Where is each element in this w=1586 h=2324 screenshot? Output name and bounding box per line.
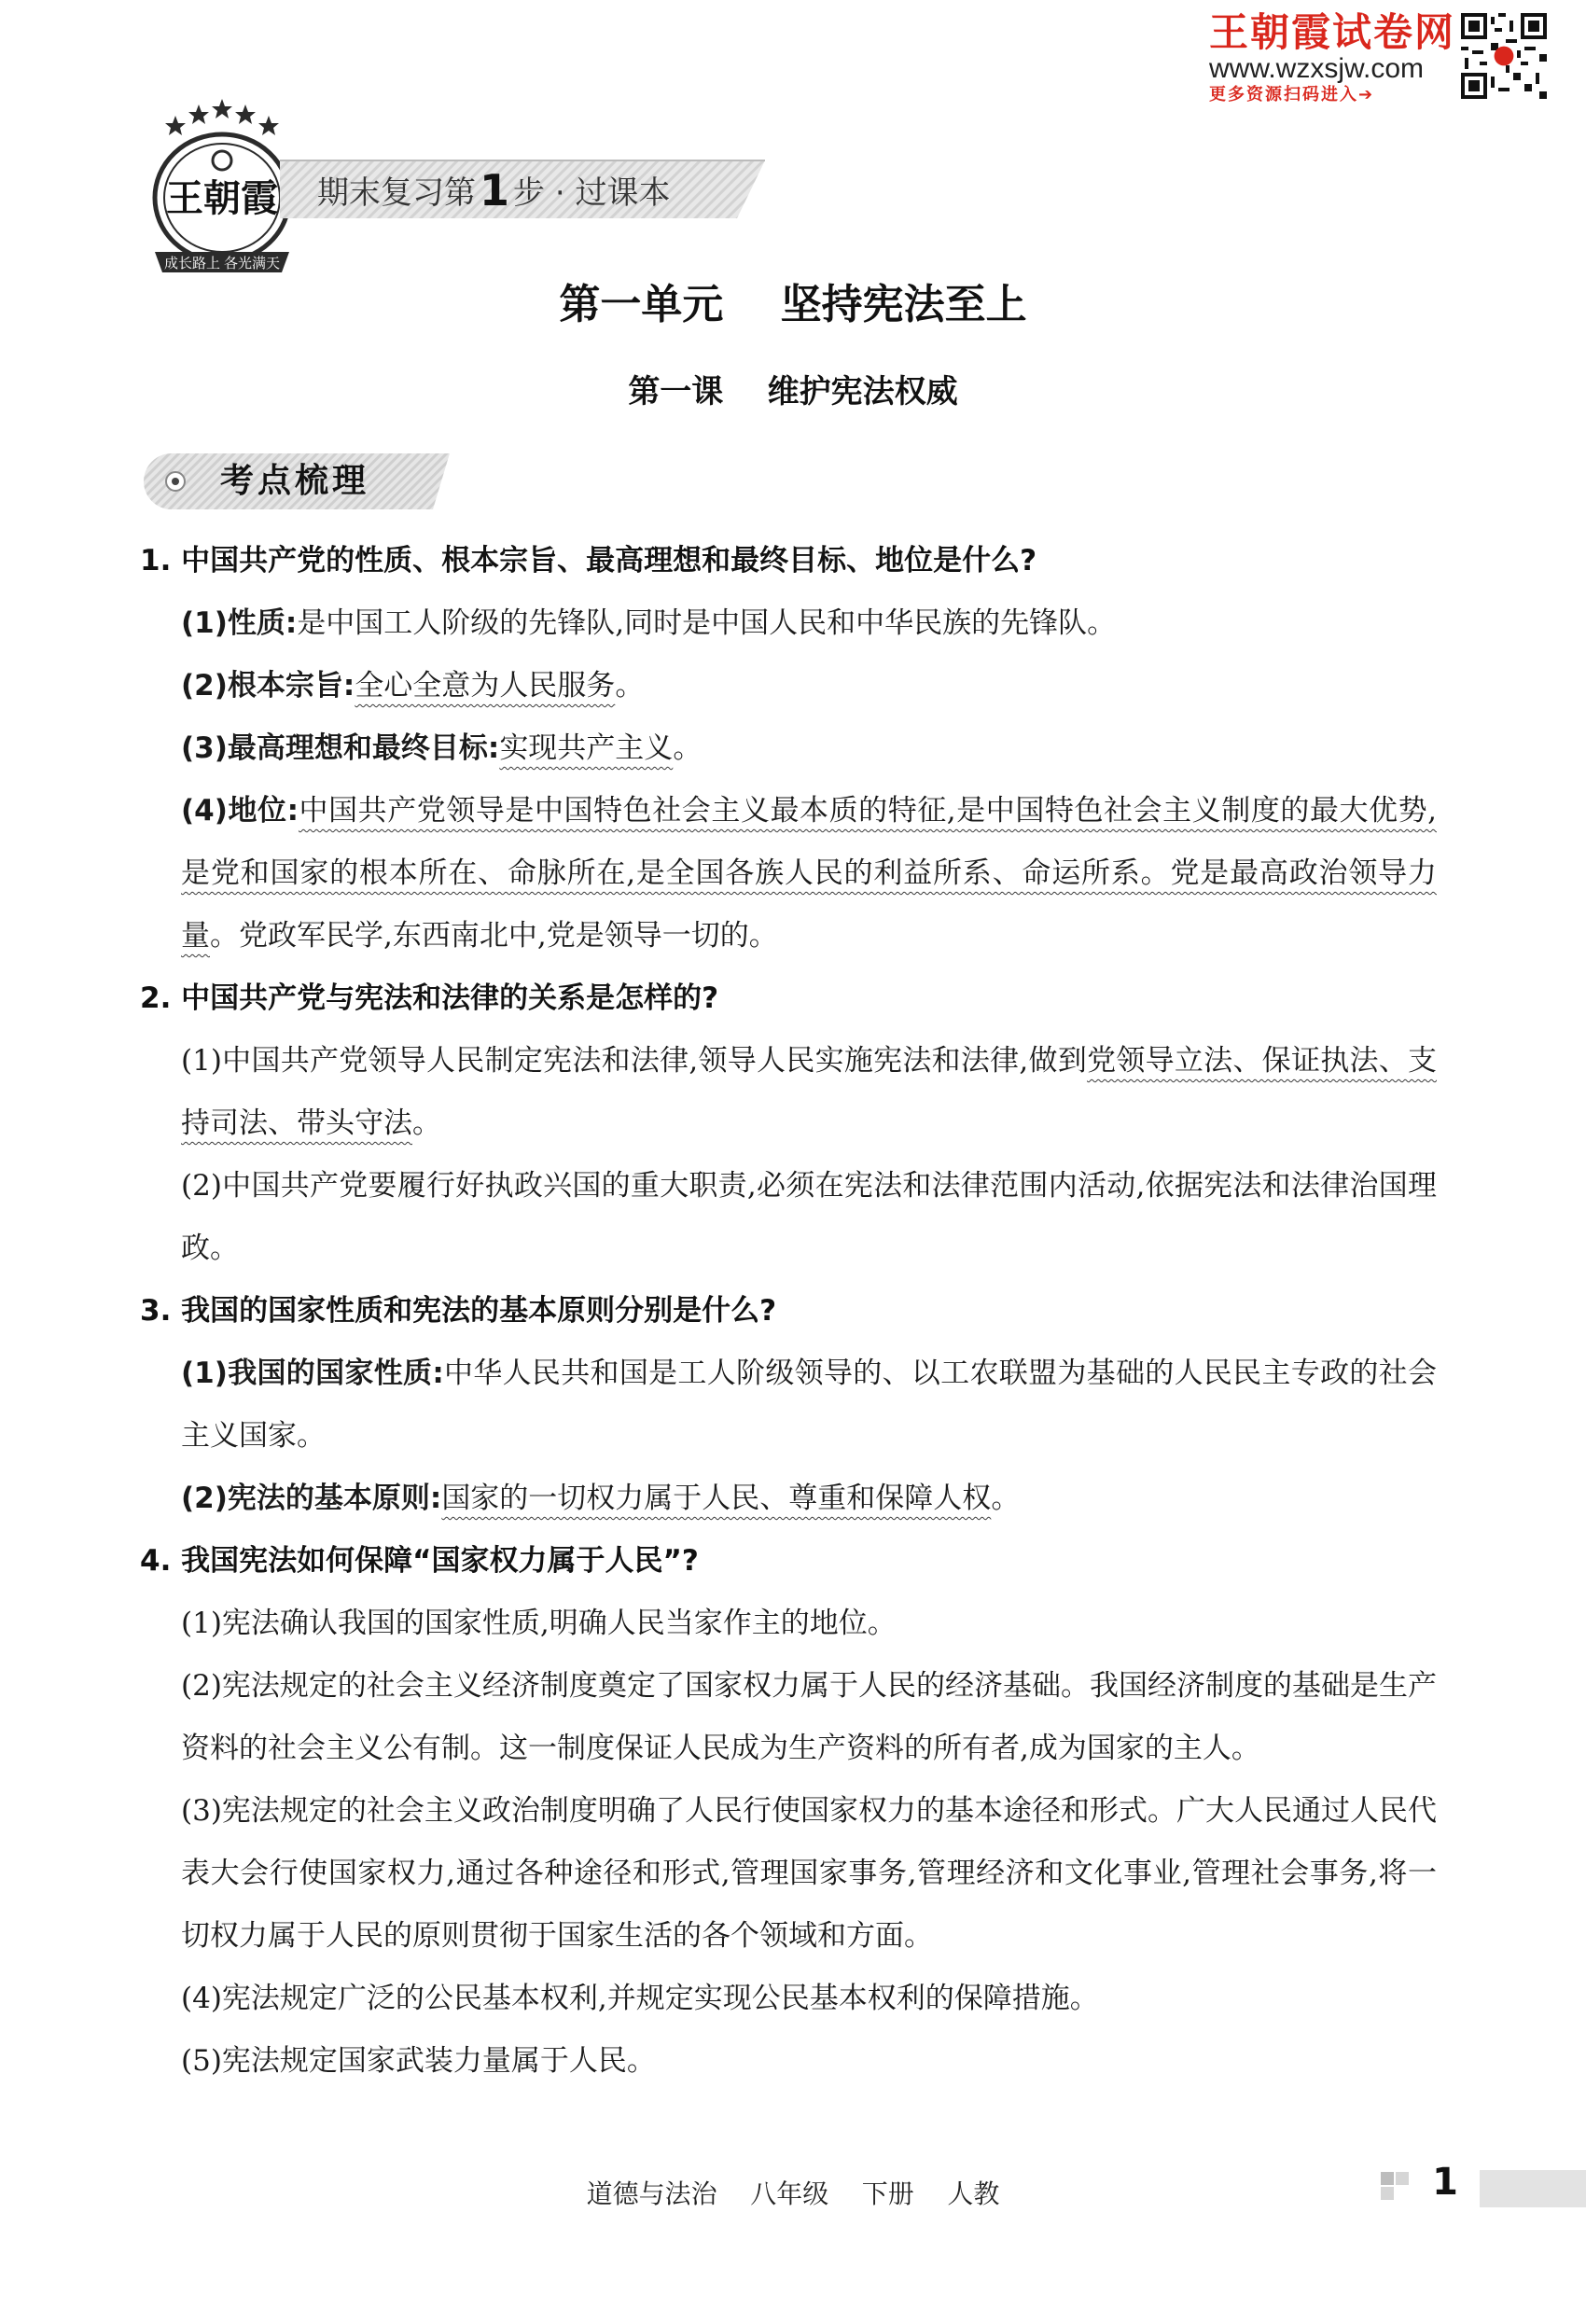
question-block-2 xyxy=(140,967,1437,1280)
brand-block xyxy=(1209,11,1455,106)
answer-item: (2)中国共产党要履行好执政兴国的重大职责,必须在宪法和法律范围内活动,依据宪法和法律治国理政。 xyxy=(181,1169,1437,1265)
answer-item: (5)宪法规定国家武装力量属于人民。 xyxy=(181,2044,656,2078)
section-tag-label: 考点梳理 xyxy=(220,462,370,500)
step-banner-text xyxy=(317,164,670,216)
lesson-title: 第一课 维护宪法权威 xyxy=(628,373,958,411)
answer-item: (3)最高理想和最终目标:实现共产主义。 xyxy=(181,731,703,765)
answer-item: (1)宪法确认我国的国家性质,明确人民当家作主的地位。 xyxy=(181,1607,897,1640)
answer-item: (4)地位:中国共产党领导是中国特色社会主义最本质的特征,是中国特色社会主义制度的最大优势,是党和国家的根本所在、命脉所在,是全国各族人民的利益所系、命运所系。党是最高政治领导力量。党政军民学,东西南北中,党是领导一切的。 xyxy=(181,794,1437,953)
unit-title: 第一单元 坚持宪法至上 xyxy=(559,281,1027,328)
question-heading: 1. 中国共产党的性质、根本宗旨、最高理想和最终目标、地位是什么? xyxy=(140,544,1037,578)
question-heading: 2. 中国共产党与宪法和法律的关系是怎样的? xyxy=(140,981,719,1015)
answer-item: (3)宪法规定的社会主义政治制度明确了人民行使国家权力的基本途径和形式。广大人民通过人民代表大会行使国家权力,通过各种途径和形式,管理国家事务,管理经济和文化事业,管理社会事务,将一切权力属于人民的原则贯彻于国家生活的各个领域和方面。 xyxy=(181,1794,1437,1953)
brand-url[interactable]: www.wzxsjw.com xyxy=(1208,53,1425,84)
question-heading: 3. 我国的国家性质和宪法的基本原则分别是什么? xyxy=(140,1294,777,1328)
footer-page-tab xyxy=(1381,2164,1586,2213)
question-block-4 xyxy=(140,1530,1437,2093)
answer-item: (2)根本宗旨:全心全意为人民服务。 xyxy=(181,669,645,703)
qr-code-icon[interactable] xyxy=(1461,13,1547,99)
banner-prefix: 期末复习第 xyxy=(317,174,476,212)
question-block-1 xyxy=(140,530,1437,967)
question-block-3 xyxy=(140,1280,1437,1530)
brand-hint: 更多资源扫码进入➔ xyxy=(1208,85,1375,104)
page-number: 1 xyxy=(1432,2161,1458,2204)
review-content xyxy=(140,530,1437,2093)
banner-suffix: 步 · 过课本 xyxy=(513,174,671,212)
answer-item: (2)宪法的基本原则:国家的一切权力属于人民、尊重和保障人权。 xyxy=(181,1482,1021,1515)
answer-item: (4)宪法规定广泛的公民基本权利,并规定实现公民基本权利的保障措施。 xyxy=(181,1982,1099,2015)
logo-name: 王朝霞 xyxy=(166,176,278,220)
question-heading: 4. 我国宪法如何保障“国家权力属于人民”? xyxy=(140,1544,699,1578)
logo-motto-right: 各光满天 xyxy=(223,255,281,271)
answer-item: (1)性质:是中国工人阶级的先锋队,同时是中国人民和中华民族的先锋队。 xyxy=(181,606,1117,640)
answer-item: (1)我国的国家性质:中华人民共和国是工人阶级领导的、以工农联盟为基础的人民民主专政的社会主义国家。 xyxy=(181,1357,1437,1453)
brand-name: 王朝霞试卷网 xyxy=(1208,9,1455,55)
logo-motto-left: 成长路上 xyxy=(163,255,221,271)
banner-step-number: 1 xyxy=(480,165,510,216)
footer-book-info: 道德与法治 八年级 下册 人教 xyxy=(586,2178,1000,2209)
answer-item: (2)宪法规定的社会主义经济制度奠定了国家权力属于人民的经济基础。我国经济制度的基础是生产资料的社会主义公有制。这一制度保证人民成为生产资料的所有者,成为国家的主人。 xyxy=(181,1669,1437,1765)
answer-item: (1)中国共产党领导人民制定宪法和法律,领导人民实施宪法和法律,做到党领导立法、保证执法、支持司法、带头守法。 xyxy=(181,1044,1438,1140)
